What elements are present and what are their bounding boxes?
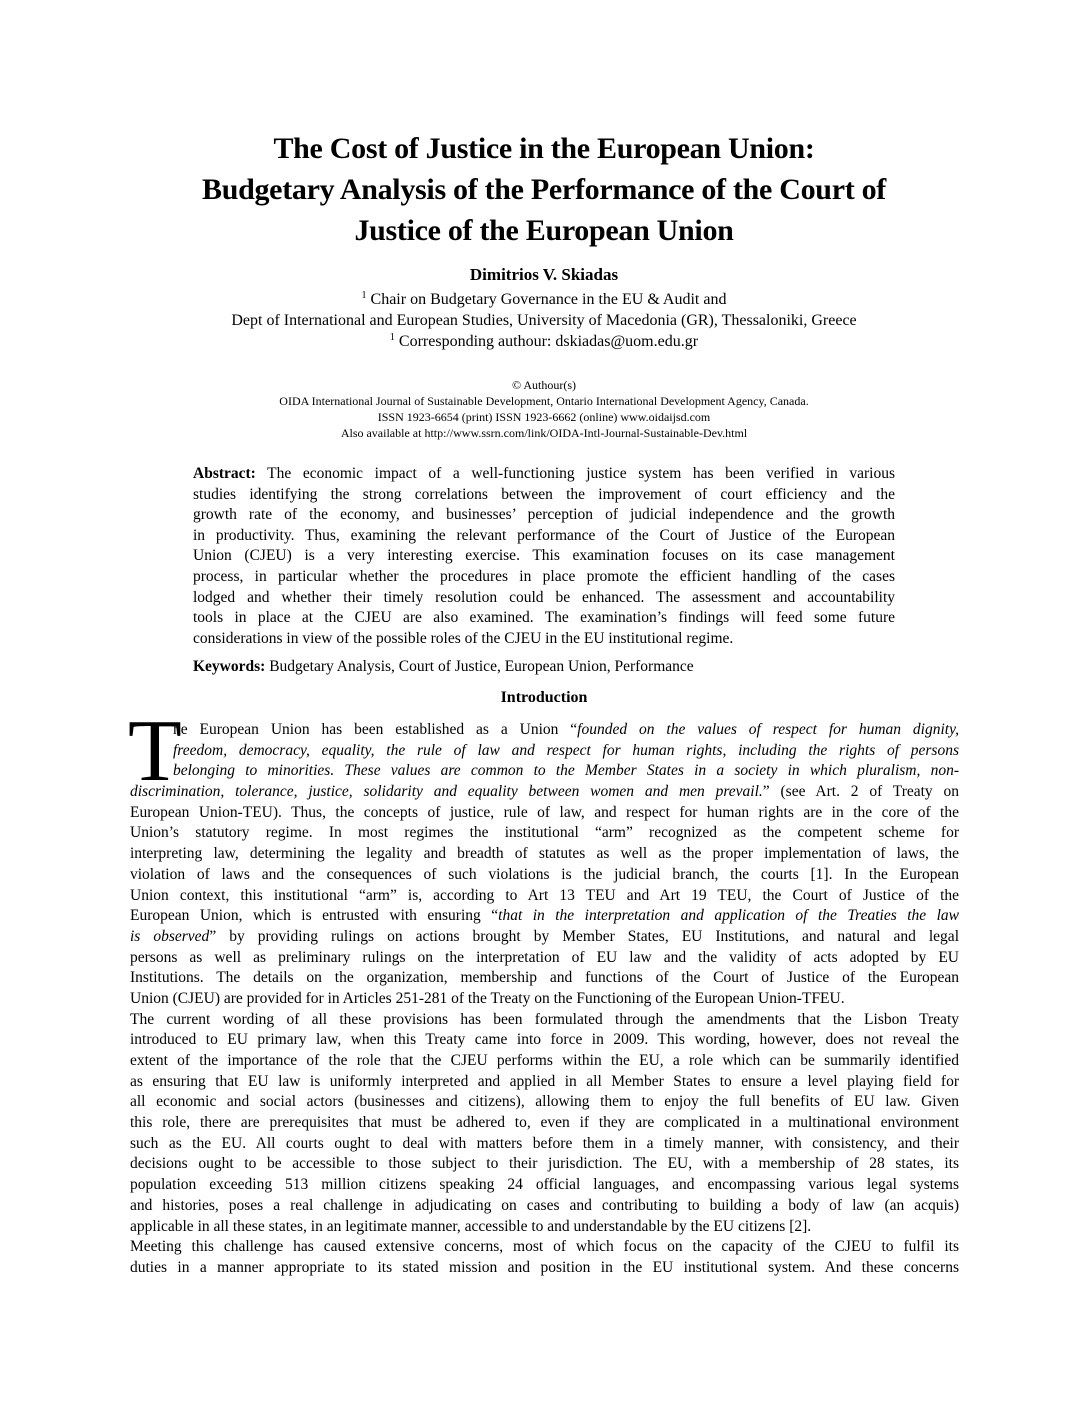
body-line: is observed” by providing rulings on actions brought by Member States, EU Institutions, and natural and legal [130, 927, 959, 945]
body-line: Union’s statutory regime. In most regimes the institutional “arm” recognized as the competent scheme for [130, 824, 959, 842]
abstract-line: lodged and whether their timely resolution could be enhanced. The assessment and accountability [193, 588, 895, 606]
body-line: duties in a manner appropriate to its stated mission and position in the EU institutional system. And these concerns [130, 1258, 959, 1276]
body-line: such as the EU. All courts ought to deal with matters before them in a timely manner, with consistency, and their [130, 1134, 959, 1152]
abstract-line: tools in place at the CJEU are also examined. The examination’s findings will feed some future [193, 609, 895, 627]
body-line: he European Union has been established as a Union “founded on the values of respect for human dignity, [173, 721, 960, 738]
section-heading-introduction: Introduction [500, 689, 588, 706]
introduction-body [130, 720, 959, 1279]
title-line: Justice of the European Union [354, 214, 734, 247]
body-line: Union (CJEU) are provided for in Articles 251-281 of the Treaty on the Functioning of the European Union-TFEU. [130, 989, 845, 1007]
journal-info [130, 377, 958, 441]
abstract-line: in productivity. Thus, examining the relevant performance of the Court of Justice of the European [193, 526, 895, 544]
body-line: introduced to EU primary law, when this Treaty came into force in 2009. This wording, however, does not reveal the [130, 1031, 959, 1049]
body-line: freedom, democracy, equality, the rule of law and respect for human rights, including the rights of persons [173, 741, 959, 759]
affiliation-line [130, 289, 958, 310]
paper-title [130, 128, 958, 251]
abstract [193, 464, 895, 649]
affiliation-dept: Dept of International and European Studies, University of Macedonia (GR), Thessaloniki, Greece [231, 312, 857, 329]
author-name: Dimitrios V. Skiadas [469, 265, 619, 284]
keywords [193, 658, 694, 676]
corresponding-line [130, 331, 958, 352]
availability-line: Also available at http://www.ssrn.com/link/OIDA-Intl-Journal-Sustainable-Dev.html [340, 426, 748, 440]
affiliation-chair: Chair on Budgetary Governance in the EU & Audit and [370, 291, 727, 308]
issn-line: ISSN 1923-6654 (print) ISSN 1923-6662 (online) www.oidaijsd.com [377, 410, 711, 424]
abstract-line: studies identifying the strong correlations between the improvement of court efficiency and the [193, 485, 895, 503]
abstract-line: process, in particular whether the procedures in place promote the efficient handling of the cases [193, 567, 895, 585]
drop-cap: T [128, 703, 182, 800]
keywords-label: Keywords: [193, 658, 266, 675]
body-line: Institutions. The details on the organization, membership and functions of the Court of Justice of the European [130, 969, 959, 987]
body-line: European Union, which is entrusted with ensuring “that in the interpretation and application of the Treaties the law [130, 907, 959, 925]
body-line: and histories, poses a real challenge in adjudicating on cases and contributing to building a body of law (an acquis) [130, 1196, 959, 1214]
abstract-line: Union (CJEU) is a very interesting exercise. This examination focuses on its case management [193, 547, 895, 565]
title-line: The Cost of Justice in the European Union: [273, 132, 815, 165]
body-line: this role, there are prerequisites that must be adhered to, even if they are complicated in a multinational environment [130, 1114, 959, 1132]
body-line: European Union-TEU). Thus, the concepts of justice, rule of law, and respect for human rights are in the core of the [130, 803, 959, 821]
body-line: The current wording of all these provisions has been formulated through the amendments that the Lisbon Treaty [130, 1010, 959, 1028]
body-line: Union context, this institutional “arm” is, according to Art 13 TEU and Art 19 TEU, the Court of Justice of the [130, 886, 959, 904]
abstract-label: Abstract: [193, 465, 256, 482]
copyright-line: © Authour(s) [511, 378, 577, 392]
abstract-line: considerations in view of the possible roles of the CJEU in the EU institutional regime. [193, 629, 734, 647]
journal-name: OIDA International Journal of Sustainable Development, Ontario International Development Agency, Canada. [279, 394, 809, 408]
body-line: violation of laws and the consequences of such violations is the judicial branch, the courts [1]. In the European [130, 865, 959, 883]
body-line: Meeting this challenge has caused extensive concerns, most of which focus on the capacity of the CJEU to fulfil its [130, 1238, 959, 1256]
affiliation-block [130, 289, 958, 352]
affiliation-sup: 1 [361, 290, 367, 301]
abstract-line: growth rate of the economy, and businesses’ perception of judicial independence and the growth [193, 506, 895, 524]
body-line: belonging to minorities. These values are common to the Member States in a society in which pluralism, non- [173, 762, 959, 780]
keywords-text: Budgetary Analysis, Court of Justice, European Union, Performance [265, 658, 694, 675]
body-line: decisions ought to be accessible to those subject to their jurisdiction. The EU, with a membership of 28 states, its [130, 1155, 959, 1173]
body-line: population exceeding 513 million citizens speaking 24 official languages, and encompassing various legal systems [130, 1176, 959, 1194]
body-line: extent of the importance of the role that the CJEU performs within the EU, a role which can be summarily identified [130, 1052, 959, 1069]
body-line: persons as well as preliminary rulings on the interpretation of EU law and the validity of acts adopted by EU [130, 948, 959, 966]
corresponding-sup: 1 [389, 332, 395, 343]
body-line: interpreting law, determining the legality and breadth of statutes as well as the proper implementation of laws, the [130, 845, 959, 863]
corresponding-author: Corresponding authour: dskiadas@uom.edu.gr [398, 333, 699, 350]
abstract-line: Abstract: The economic impact of a well-functioning justice system has been verified in various [193, 465, 895, 482]
body-line: all economic and social actors (businesses and citizens), allowing them to enjoy the full benefits of EU law. Given [130, 1093, 959, 1111]
body-line: as ensuring that EU law is uniformly interpreted and applied in all Member States to ensure a level playing field for [130, 1072, 959, 1090]
title-line: Budgetary Analysis of the Performance of the Court of [202, 173, 886, 206]
body-line: discrimination, tolerance, justice, solidarity and equality between women and men prevail.” (see Art. 2 of Treaty on [130, 783, 960, 801]
body-line: applicable in all these states, in an legitimate manner, accessible to and understandable by the EU citizens [2]. [130, 1217, 812, 1235]
